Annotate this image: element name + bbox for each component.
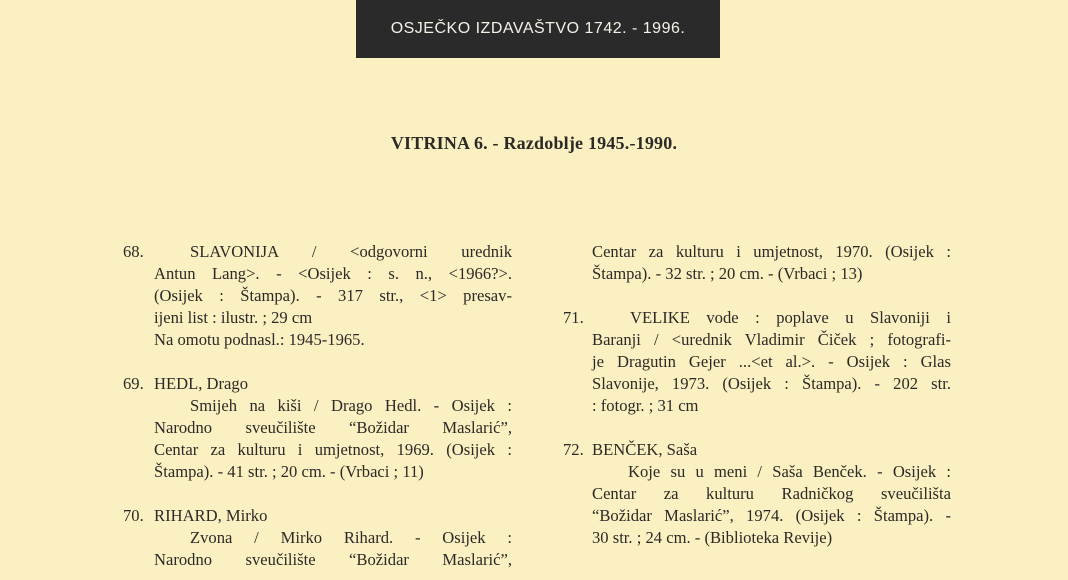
entry-line: Smijeh na kiši / Drago Hedl. - Osijek : xyxy=(190,396,512,415)
header-banner xyxy=(356,0,720,58)
entry-line: Zvona / Mirko Rihard. - Osijek : xyxy=(190,528,512,547)
entry-number: 70. xyxy=(123,506,144,525)
entry-line: “Božidar Maslarić”, 1974. (Osijek : Štampa). - xyxy=(592,506,951,525)
entry-line: Antun Lang>. - <Osijek : s. n., <1966?>. xyxy=(154,264,512,283)
left-column xyxy=(123,241,512,571)
entry-line: SLAVONIJA / <odgovorni urednik xyxy=(190,242,512,261)
entry-line: Narodno sveučilište “Božidar Maslarić”, xyxy=(154,418,512,437)
entry-line: Koje su u meni / Saša Benček. - Osijek : xyxy=(628,462,951,481)
entry-line: Centar za kulturu Radničkog sveučilišta xyxy=(592,484,951,503)
entry-note: Na omotu podnasl.: 1945-1965. xyxy=(154,330,365,349)
entry-line: Štampa). - 32 str. ; 20 cm. - (Vrbaci ; 13) xyxy=(592,264,863,283)
right-column xyxy=(563,241,951,549)
entry-69 xyxy=(123,373,512,483)
entry-line: 30 str. ; 24 cm. - (Biblioteka Revije) xyxy=(592,528,833,547)
continued-entry xyxy=(592,241,951,285)
entry-68 xyxy=(123,241,512,351)
entry-line: ijeni list : ilustr. ; 29 cm xyxy=(154,308,313,327)
entry-line: Narodno sveučilište “Božidar Maslarić”, xyxy=(154,550,512,569)
entry-line: Baranji / <urednik Vladimir Čiček ; fotografi- xyxy=(592,330,951,349)
entry-line: : fotogr. ; 31 cm xyxy=(592,396,699,415)
entry-author: RIHARD, Mirko xyxy=(154,506,268,525)
entry-number: 69. xyxy=(123,374,144,393)
entry-line: Centar za kulturu i umjetnost, 1969. (Osijek : xyxy=(154,440,512,459)
entry-line: VELIKE vode : poplave u Slavoniji i xyxy=(630,308,951,327)
entry-author: HEDL, Drago xyxy=(154,374,249,393)
banner-title: OSJEČKO IZDAVAŠTVO 1742. - 1996. xyxy=(390,20,686,37)
entry-line: Centar za kulturu i umjetnost, 1970. (Osijek : xyxy=(592,242,951,261)
entry-number: 72. xyxy=(563,440,584,459)
entry-line: (Osijek : Štampa). - 317 str., <1> presav- xyxy=(154,286,512,305)
section-heading: VITRINA 6. - Razdoblje 1945.-1990. xyxy=(390,133,678,153)
entry-71 xyxy=(563,307,951,417)
entry-line: Štampa). - 41 str. ; 20 cm. - (Vrbaci ; 11) xyxy=(154,462,424,481)
entry-number: 71. xyxy=(563,308,584,327)
entry-author: BENČEK, Saša xyxy=(592,440,698,459)
entry-72 xyxy=(563,439,951,549)
entry-70 xyxy=(123,505,512,571)
entry-number: 68. xyxy=(123,242,144,261)
entry-line: Slavonije, 1973. (Osijek : Štampa). - 202 str. xyxy=(592,374,951,393)
entry-line: je Dragutin Gejer ...<et al.>. - Osijek : Glas xyxy=(592,352,951,371)
